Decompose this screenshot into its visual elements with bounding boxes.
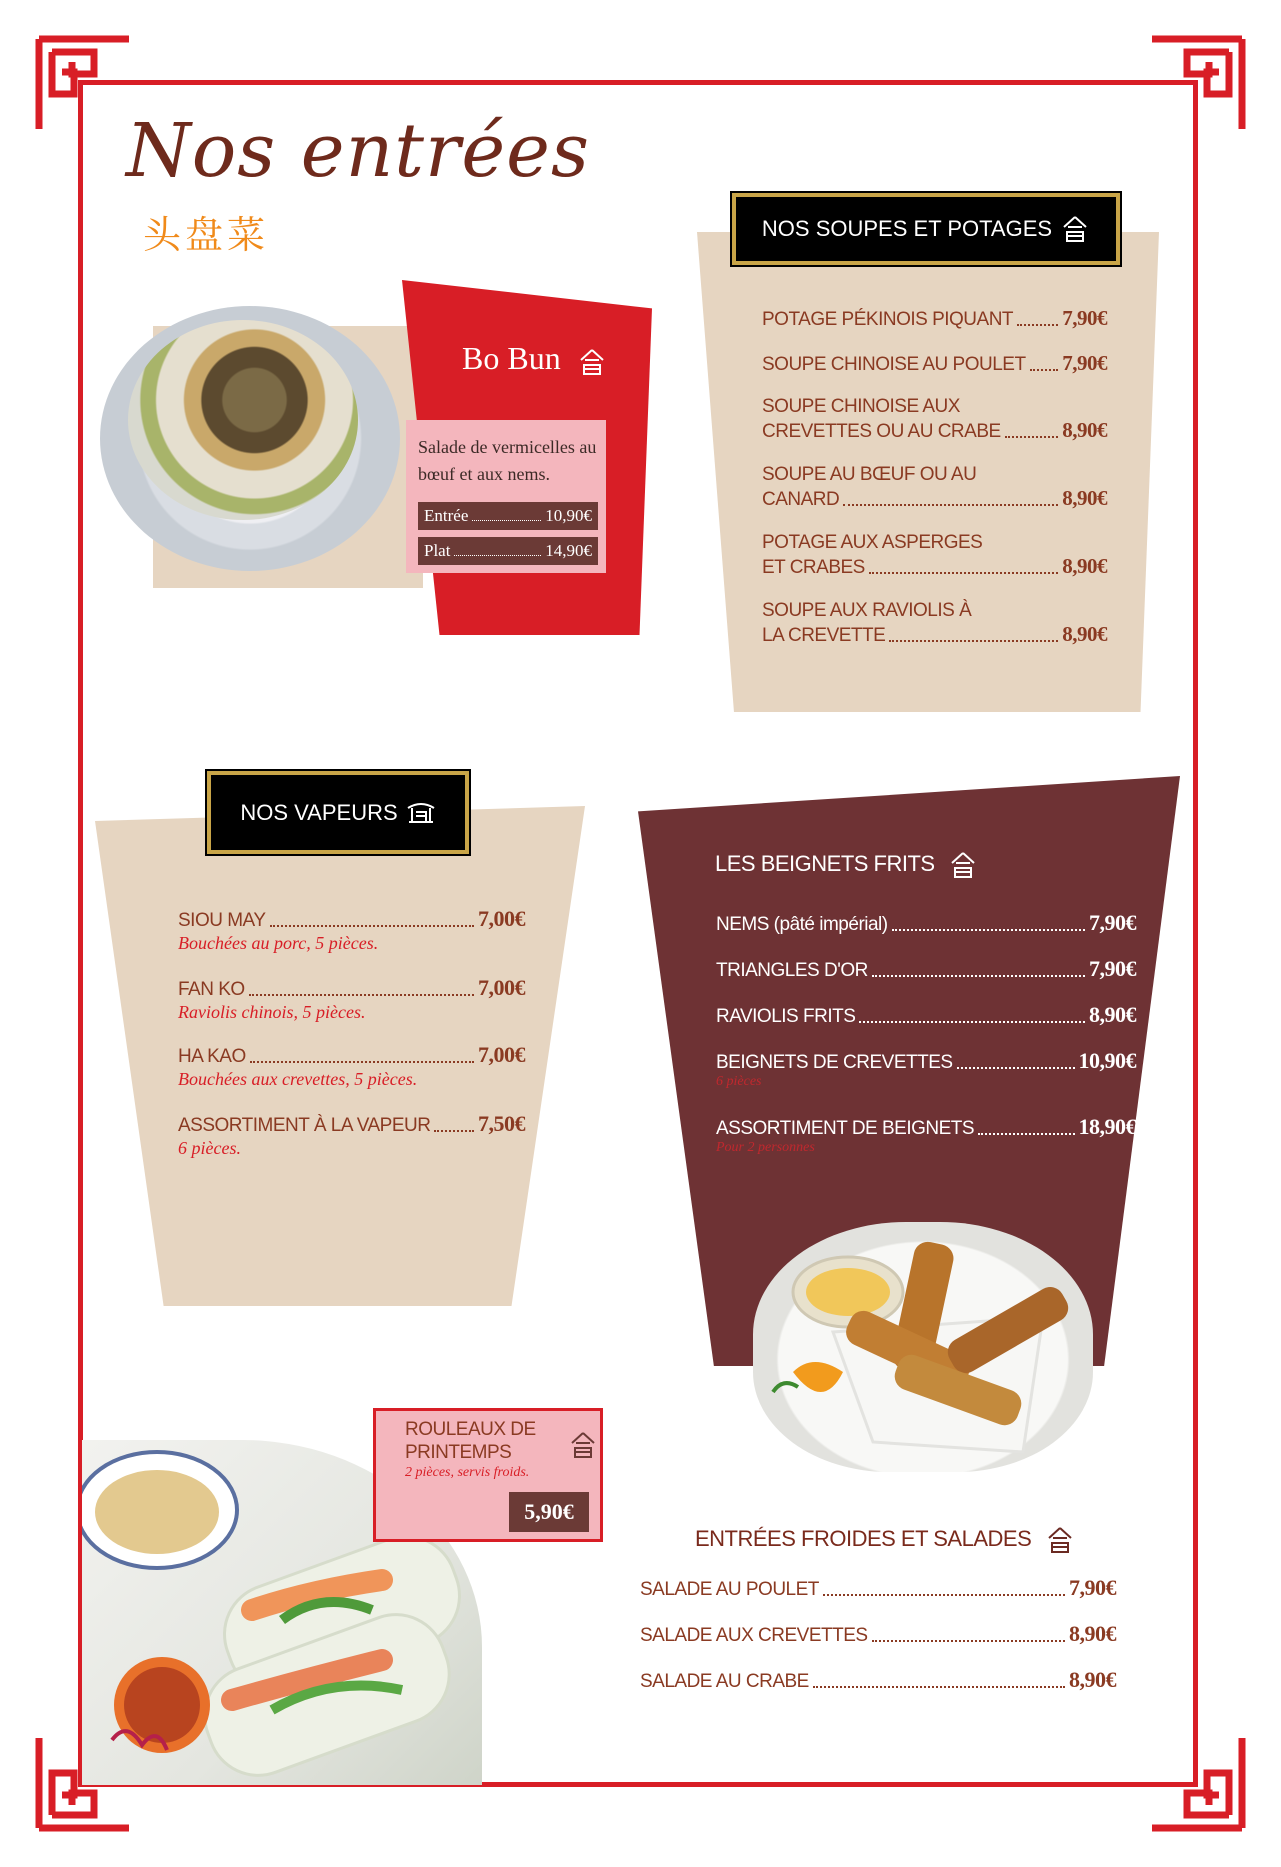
pagoda-icon [406, 798, 436, 828]
greek-key-corner-icon [34, 34, 134, 134]
chinese-character-icon [948, 850, 978, 880]
list-item: BEIGNETS DE CREVETTES 10,90€ 6 pièces [716, 1048, 1136, 1089]
list-item: POTAGE PÉKINOIS PIQUANT 7,90€ [762, 306, 1107, 330]
nems-photo [753, 1222, 1093, 1472]
soupes-title: NOS SOUPES ET POTAGES [732, 193, 1120, 265]
list-item: SALADE AU POULET 7,90€ [640, 1575, 1116, 1600]
vapeurs-title: NOS VAPEURS [207, 771, 469, 854]
bobun-price-entree: Entrée 10,90€ [418, 502, 598, 530]
list-item: SOUPE CHINOISE AUX CREVETTES OU AU CRABE 8,90€ [762, 396, 1107, 442]
bobun-price-plat: Plat 14,90€ [418, 537, 598, 565]
rouleaux-title: ROULEAUX DE PRINTEMPS [405, 1419, 536, 1463]
froides-title: ENTRÉES FROIDES ET SALADES [695, 1525, 1075, 1555]
list-item: SOUPE CHINOISE AU POULET 7,90€ [762, 351, 1107, 375]
list-item: ASSORTIMENT DE BEIGNETS 18,90€ Pour 2 personnes [716, 1114, 1136, 1155]
greek-key-corner-icon [1147, 1733, 1247, 1833]
list-item: NEMS (pâté impérial) 7,90€ [716, 910, 1136, 935]
chinese-character-icon [577, 347, 607, 377]
rouleaux-description: 2 pièces, servis froids. [405, 1465, 530, 1480]
page-title: Nos entrées [126, 108, 590, 194]
list-item: ASSORTIMENT À LA VAPEUR 7,50€ 6 pièces. [178, 1111, 525, 1158]
bobun-photo [100, 306, 400, 571]
list-item: TRIANGLES D'OR 7,90€ [716, 956, 1136, 981]
list-item: SALADE AU CRABE 8,90€ [640, 1667, 1116, 1692]
list-item: SOUPE AU BŒUF OU AU CANARD 8,90€ [762, 464, 1107, 510]
rouleaux-price: 5,90€ [509, 1492, 589, 1532]
list-item: HA KAO 7,00€ Bouchées aux crevettes, 5 pièces. [178, 1042, 525, 1089]
list-item: POTAGE AUX ASPERGES ET CRABES 8,90€ [762, 532, 1107, 578]
bobun-title: Bo Bun [462, 340, 607, 377]
list-item: SIOU MAY 7,00€ Bouchées au porc, 5 pièces. [178, 906, 525, 953]
chinese-character-icon [568, 1430, 598, 1460]
beignets-title: LES BEIGNETS FRITS [715, 850, 978, 880]
list-item: SOUPE AUX RAVIOLIS À LA CREVETTE 8,90€ [762, 600, 1107, 646]
list-item: RAVIOLIS FRITS 8,90€ [716, 1002, 1136, 1027]
list-item: FAN KO 7,00€ Raviolis chinois, 5 pièces. [178, 975, 525, 1022]
list-item: SALADE AUX CREVETTES 8,90€ [640, 1621, 1116, 1646]
chinese-character-icon [1060, 214, 1090, 244]
bobun-description: Salade de vermicelles au bœuf et aux nems. [418, 437, 597, 484]
page-subtitle-chinese: 头盘菜 [143, 213, 270, 257]
greek-key-corner-icon [1147, 34, 1247, 134]
chinese-character-icon [1045, 1525, 1075, 1555]
